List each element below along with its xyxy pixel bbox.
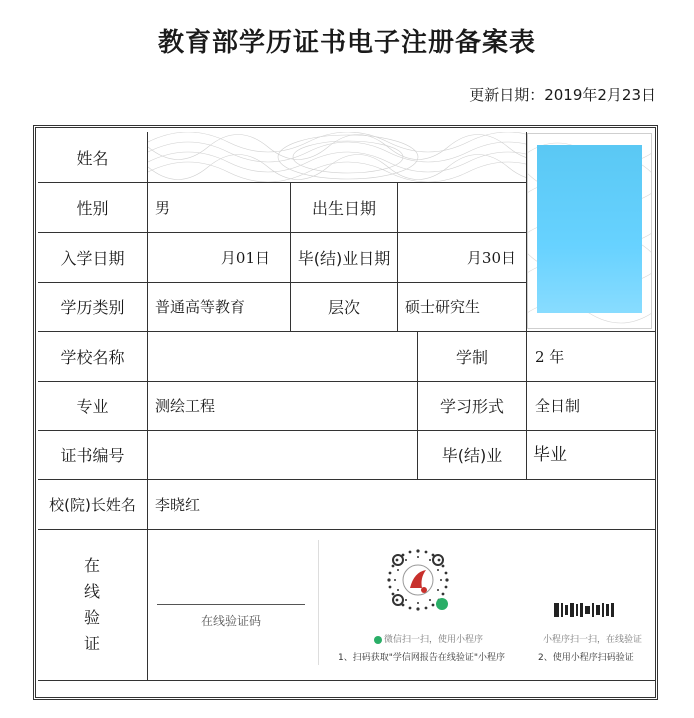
wechat-scan-hint-text: 微信扫一扫，使用小程序 [384, 635, 484, 645]
verification-code-label: 在线验证码 [200, 614, 261, 628]
education-type-value: 普通高等教育 [155, 298, 246, 316]
graduation-status-value: 毕业 [533, 444, 567, 465]
gender-value: 男 [155, 198, 171, 217]
wechat-badge-icon [436, 598, 448, 610]
column-divider [147, 132, 148, 680]
gender-label: 性别 [76, 198, 109, 218]
document-title: 教育部学历证书电子注册备案表 [157, 28, 536, 58]
graduation-date-label: 毕(结)业日期 [297, 248, 391, 268]
verification-code-line [157, 604, 305, 605]
name-label: 姓名 [76, 148, 109, 168]
enroll-date-value: 月01日 [220, 248, 270, 267]
major-label: 专业 [76, 397, 109, 416]
student-photo [537, 145, 642, 313]
duration-label: 学制 [455, 347, 488, 367]
school-name-label: 学校名称 [60, 347, 125, 367]
miniprogram-scan-hint: 小程序扫一扫，在线验证 [543, 635, 643, 645]
enroll-date-label: 入学日期 [60, 248, 125, 268]
column-divider [526, 132, 527, 479]
study-form-label: 学习形式 [439, 397, 504, 416]
step-two-text: 2、使用小程序扫码验证 [538, 653, 634, 663]
graduation-date-value: 月30日 [466, 248, 516, 267]
verification-barcode[interactable] [554, 602, 614, 616]
president-name-label: 校(院)长姓名 [49, 495, 136, 514]
row-divider [38, 529, 655, 530]
step-one-text: 1、扫码获取"学信网报告在线验证"小程序 [338, 653, 506, 663]
level-label: 层次 [327, 298, 360, 317]
duration-value: 2 年 [535, 347, 565, 366]
birth-date-label: 出生日期 [311, 198, 376, 218]
verification-divider [318, 540, 319, 665]
level-value: 硕士研究生 [405, 298, 481, 316]
wechat-scan-hint [374, 632, 483, 645]
update-date: 更新日期：2019年2月23日 [469, 86, 656, 104]
president-name-value: 李晓红 [155, 495, 201, 514]
study-form-value: 全日制 [535, 397, 581, 415]
row-divider [38, 680, 655, 681]
major-value: 测绘工程 [155, 397, 216, 415]
graduation-status-label: 毕(结)业 [441, 446, 503, 465]
name-background-pattern [148, 132, 526, 182]
certificate-number-label: 证书编号 [60, 446, 125, 465]
wechat-icon [374, 636, 382, 644]
online-verification-label: 在 线 验 证 [83, 556, 100, 653]
education-type-label: 学历类别 [60, 298, 125, 317]
